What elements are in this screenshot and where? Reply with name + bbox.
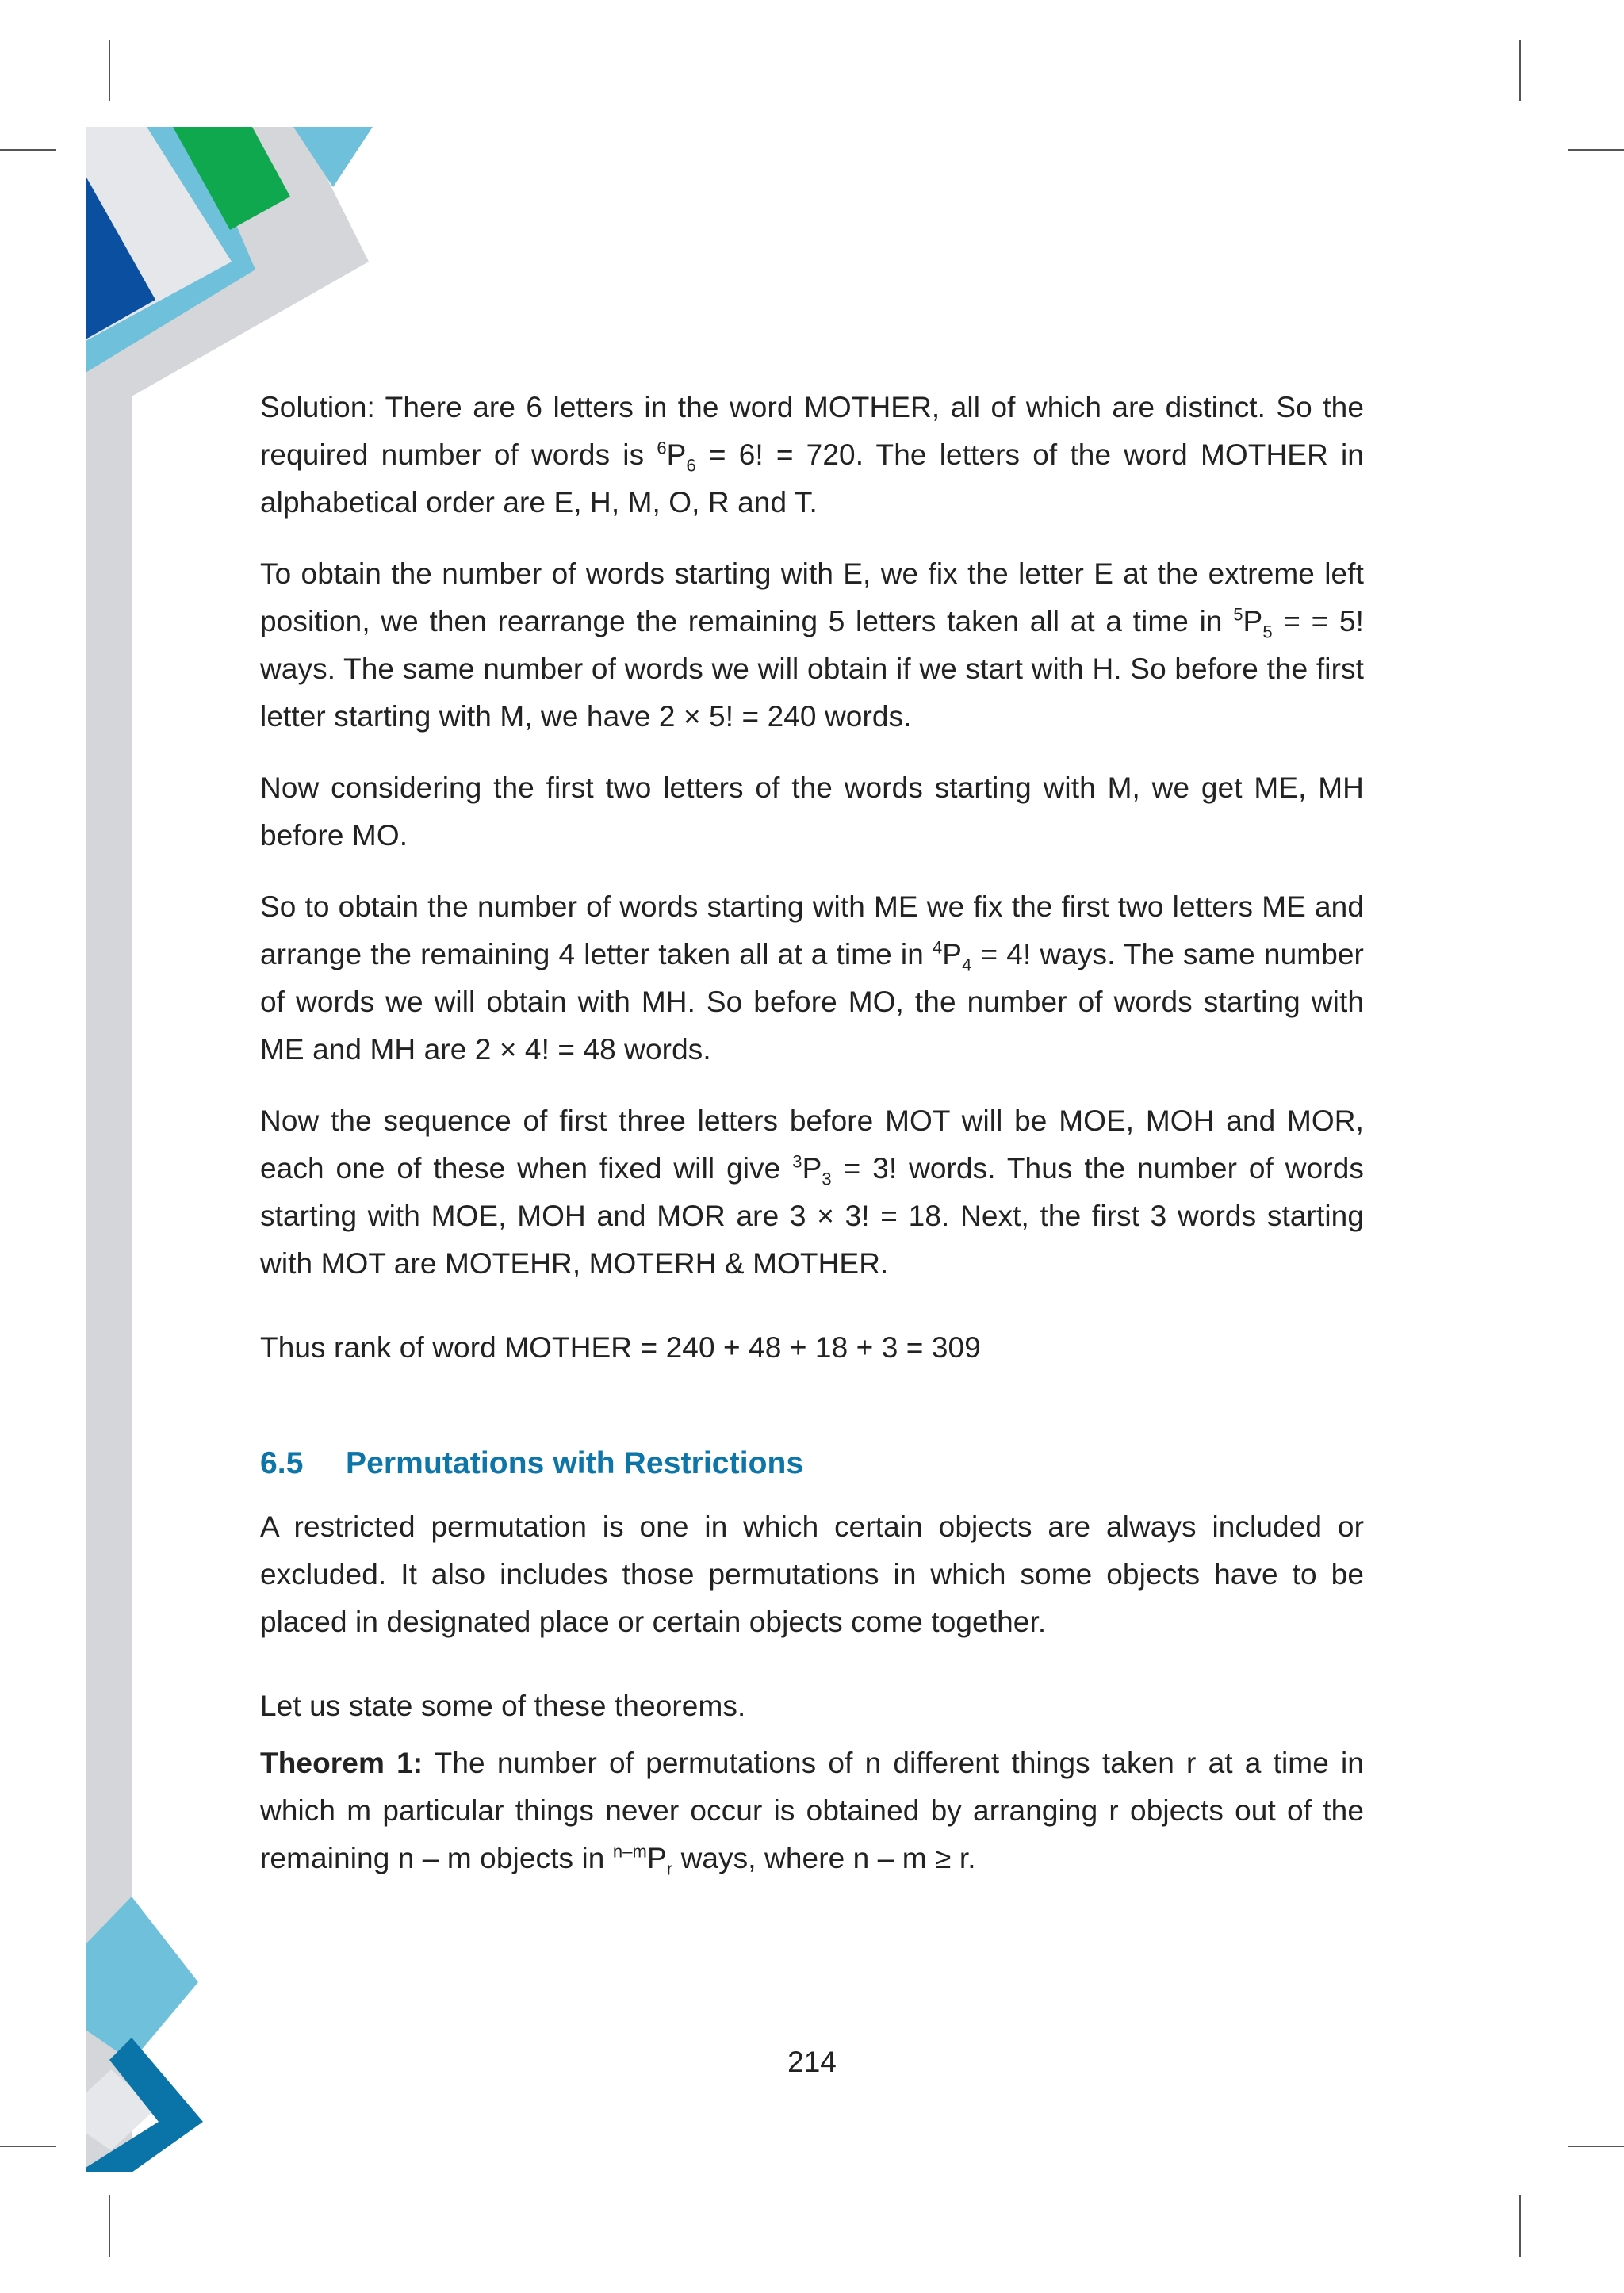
rank-result-paragraph: Thus rank of word MOTHER = 240 + 48 + 18 + 3 = 309 — [260, 1331, 981, 1364]
page-content — [260, 384, 1364, 1882]
section-title: Permutations with Restrictions — [346, 1446, 804, 1480]
page-number: 214 — [787, 2046, 837, 2078]
theorem-1-paragraph: Theorem 1: The number of permutations of n different things taken r at a time in which m particular things never occur is obtained by arranging r objects out of the remaining n – m objects in $^{n-m}P_r$ ways, where n – m ≥ r. — [260, 1747, 1364, 1879]
first-two-letters-paragraph: Now considering the first two letters of the words starting with M, we get ME, MH before MO. — [260, 771, 1364, 852]
first-three-letters-paragraph: Now the sequence of first three letters before MOT will be MOE, MOH and MOR, each one of these when fixed will give $^3P_3 = 3$! words. Thus the number of words starting with MOE, MOH and MOR are 3 × 3! = 18. Next, the first 3 words starting with MOT are MOTEHR, MOTERH & MOTHER. — [260, 1104, 1364, 1280]
theorems-intro-paragraph: Let us state some of these theorems. — [260, 1690, 746, 1722]
solution-paragraph: Solution: There are 6 letters in the word MOTHER, all of which are distinct. So the required number of words is $^6P_6 = 6$! = 720. The letters of the word MOTHER in alphabetical order are E, H, M, O, R and T. — [260, 391, 1364, 519]
words-starting-with-e-paragraph: To obtain the number of words starting with E, we fix the letter E at the extreme left position, we then rearrange the remaining 5 letters taken all at a time in $^5P_5$ = = 5! ways. The same number of words we will obtain if we start with H. So before the first letter starting with M, we have 2 × 5! = 240 words. — [260, 557, 1364, 733]
restricted-permutation-paragraph: A restricted permutation is one in which certain objects are always included or excluded. It also includes those permutations in which some objects have to be placed in designated place or certain objects come together. — [260, 1510, 1364, 1638]
words-starting-with-me-paragraph: So to obtain the number of words starting with ME we fix the first two letters ME and arrange the remaining 4 letter taken all at a time in $^4P_4 = 4$! ways. The same number of words we will obtain with MH. So before MO, the number of words starting with ME and MH are 2 × 4! = 48 words. — [260, 890, 1364, 1066]
left-gray-strip — [86, 373, 132, 2172]
section-heading — [260, 1440, 1364, 1487]
theorem-1-label: Theorem 1: — [260, 1747, 423, 1779]
section-number: 6.5 — [260, 1446, 304, 1480]
